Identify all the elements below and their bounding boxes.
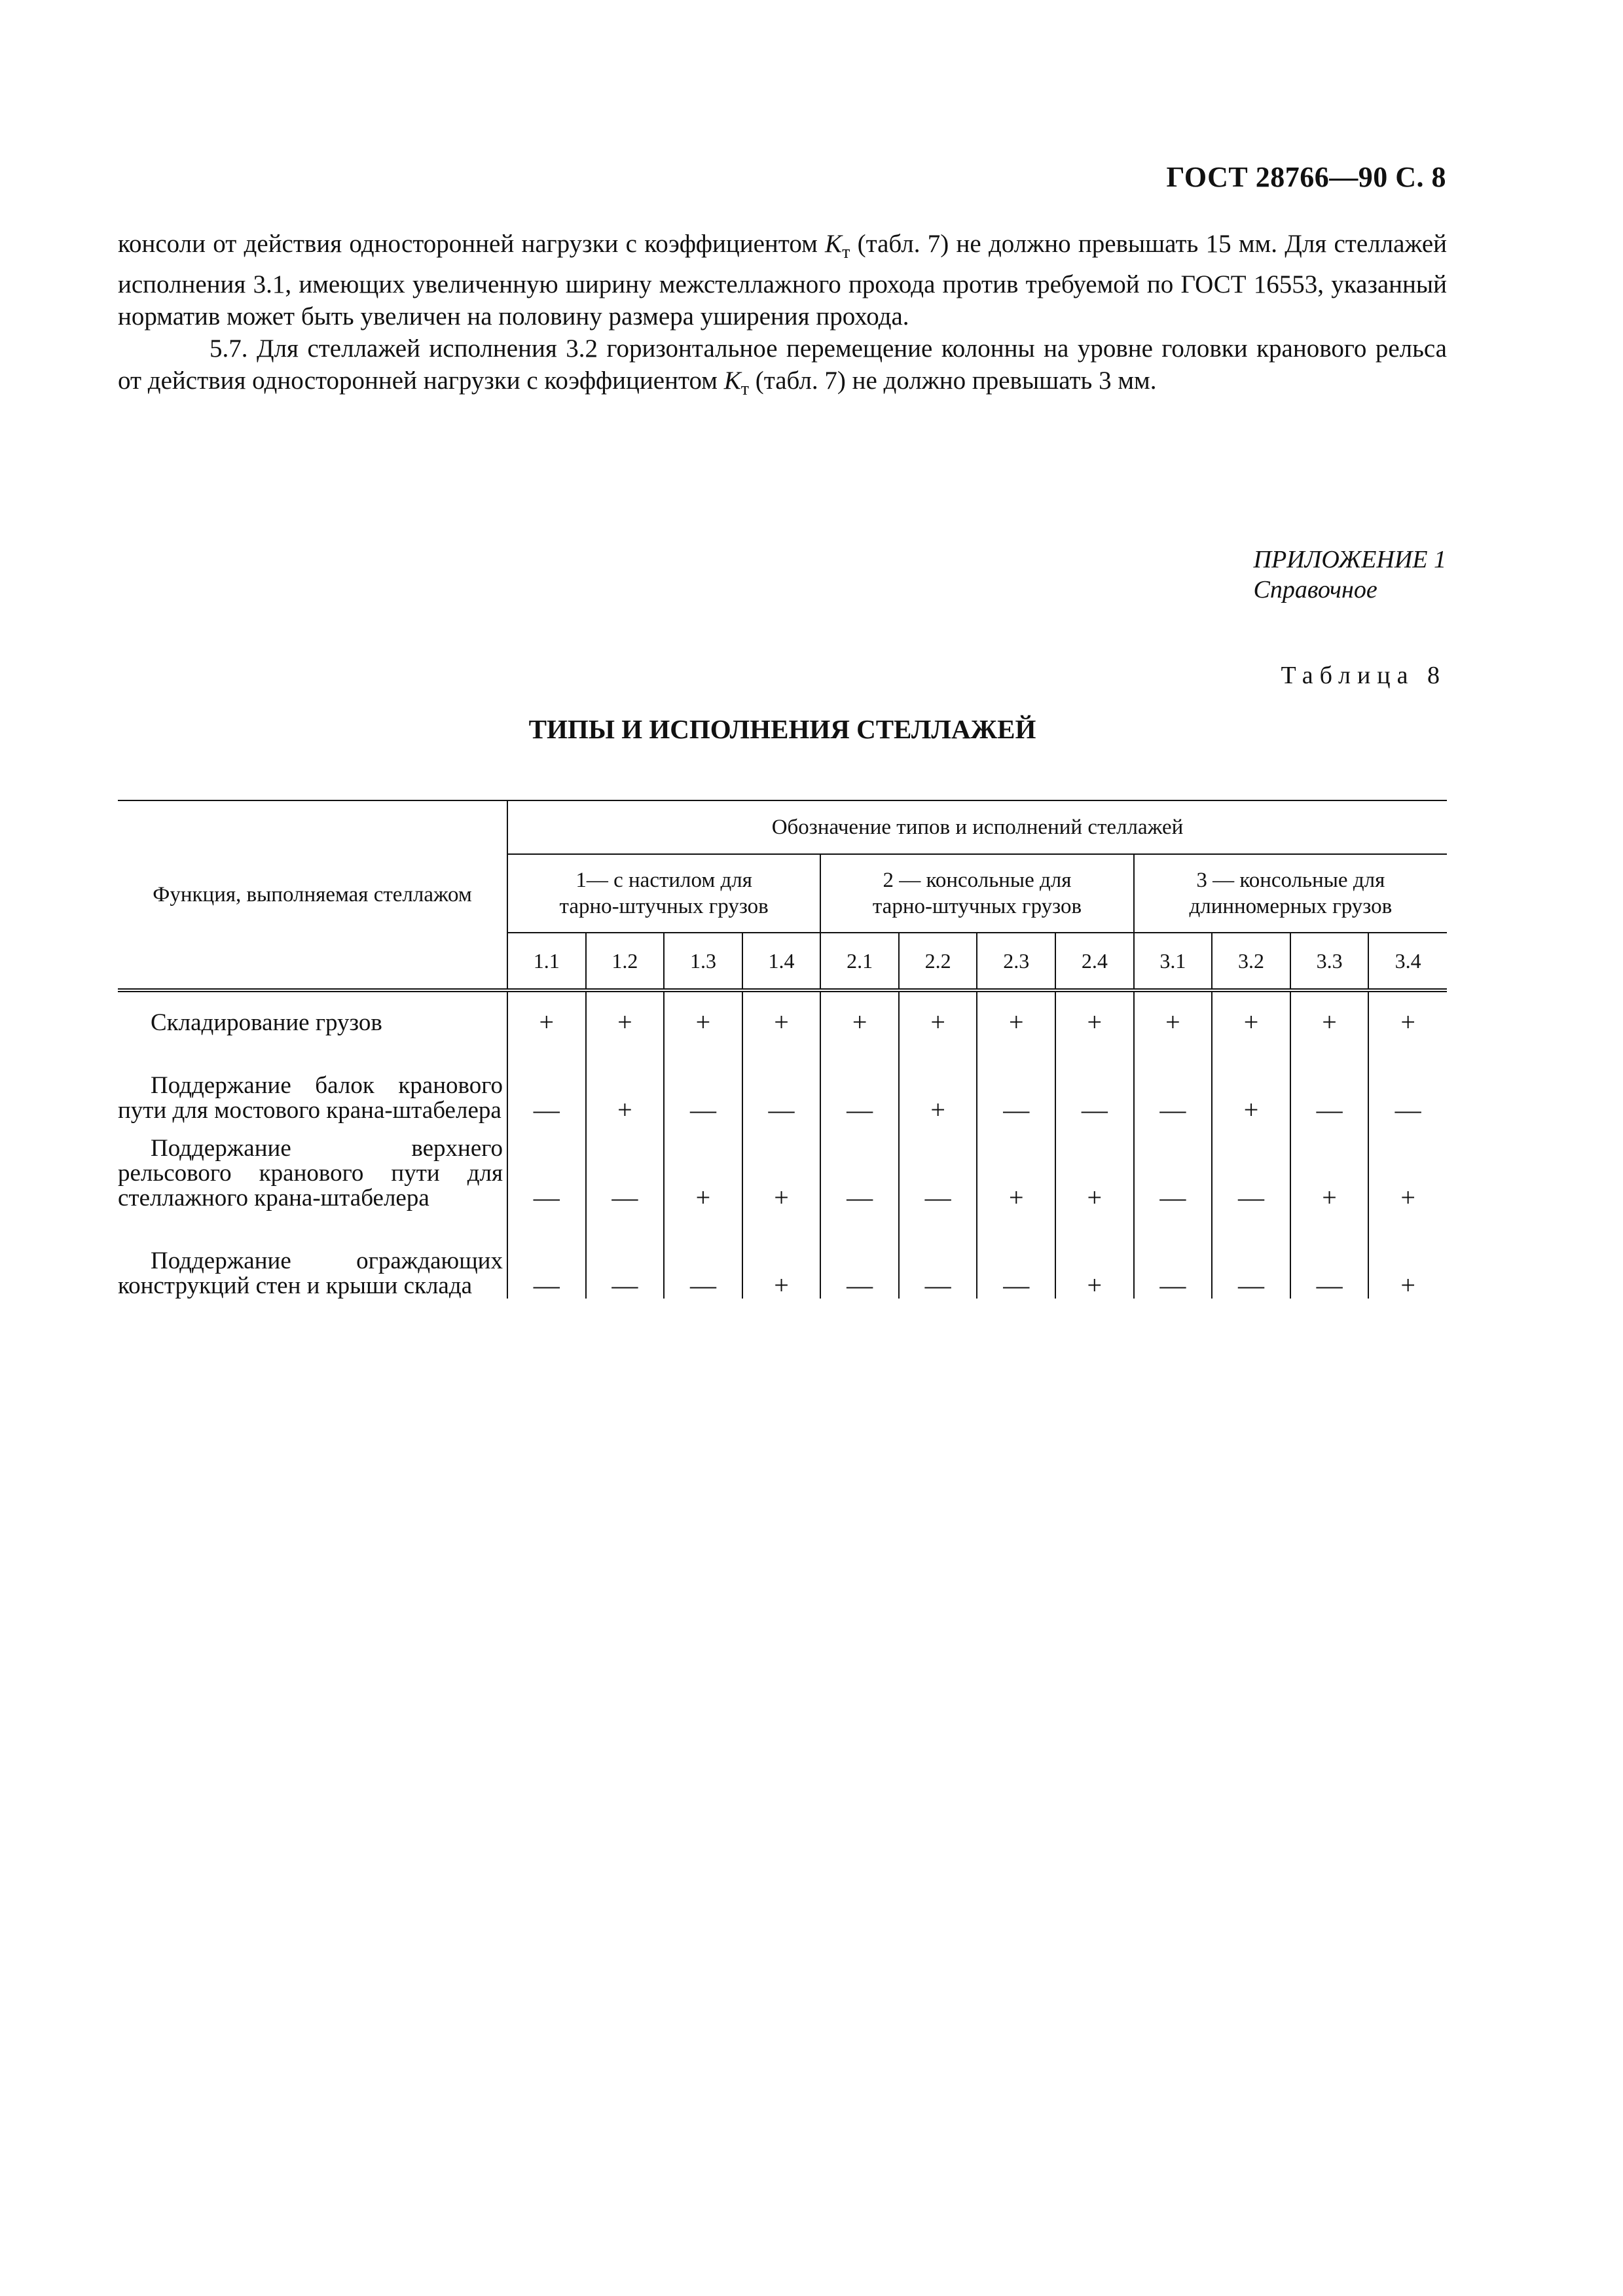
mark-cell: + [586, 990, 665, 1035]
designation-header: Обозначение типов и исполнений стеллажей [507, 800, 1447, 854]
type-code: 2.3 [977, 933, 1055, 990]
paragraph-5-7: 5.7. Для стеллажей исполнения 3.2 горизонтальное перемещение колонны на уровне головки кранового рельса от действия односторонней нагрузки с коэффициентом $K_т$ (табл. 7) не должно превышать 3 мм. [118, 334, 1447, 399]
mark-cell: — [1290, 1211, 1369, 1299]
mark-cell: — [977, 1211, 1055, 1299]
mark-cell: — [1212, 1211, 1290, 1299]
group-header-3: 3 — консольные для длинномерных грузов [1134, 854, 1447, 933]
type-code: 2.1 [820, 933, 899, 990]
mark-cell: — [820, 1211, 899, 1299]
mark-cell: + [742, 1123, 821, 1211]
mark-cell: — [742, 1035, 821, 1123]
paragraph-continuation: консоли от действия односторонней нагрузки с коэффициентом $K_т$ (табл. 7) не должно превышать 15 мм. Для стеллажей исполнения 3.1, имеющих увеличенную ширину межстеллажного прохода против требуемой по ГОСТ 16553, указанный норматив может быть увеличен на половину размера уширения прохода. [118, 230, 1447, 331]
mark-cell: + [1212, 990, 1290, 1035]
mark-cell: + [899, 1035, 977, 1123]
mark-cell: + [899, 990, 977, 1035]
mark-cell: + [664, 1123, 742, 1211]
body-text [118, 228, 1447, 405]
mark-cell: + [977, 1123, 1055, 1211]
mark-cell: — [664, 1211, 742, 1299]
mark-cell: + [1400, 1270, 1415, 1300]
mark-cell: — [507, 1123, 586, 1211]
type-code: 1.2 [586, 933, 665, 990]
mark-cell: + [1055, 990, 1134, 1035]
type-code: 3.2 [1212, 933, 1290, 990]
mark-cell: — [820, 1123, 899, 1211]
mark-cell: — [664, 1035, 742, 1123]
coefficient-k: $K_т$ [825, 230, 850, 262]
mark-cell: + [586, 1035, 665, 1123]
mark-cell: — [1212, 1123, 1290, 1211]
type-code: 2.2 [899, 933, 977, 990]
type-code: 2.4 [1055, 933, 1134, 990]
appendix-label [1254, 545, 1446, 605]
mark-cell: — [1134, 1211, 1213, 1299]
rack-types-table [118, 800, 1447, 1299]
type-code: 1.3 [664, 933, 742, 990]
mark-cell: — [1134, 1123, 1213, 1211]
mark-cell: + [1212, 1035, 1290, 1123]
mark-cell: + [820, 990, 899, 1035]
type-code: 3.3 [1290, 933, 1369, 990]
table-row [118, 1123, 1447, 1211]
function-cell: Поддержание ограждающих конструкций стен и крыши склада [118, 1211, 507, 1299]
mark-cell: + [1055, 1123, 1134, 1211]
mark-cell: + [664, 990, 742, 1035]
mark-cell: + [1290, 990, 1369, 1035]
function-cell: Поддержание балок кранового пути для мостового крана-штабелера [118, 1035, 507, 1123]
mark-cell: + [1290, 1123, 1369, 1211]
mark-cell: + [742, 990, 821, 1035]
mark-cell: + [1400, 1007, 1415, 1037]
mark-cell: — [1134, 1035, 1213, 1123]
mark-cell: — [1395, 1095, 1421, 1124]
table-body [118, 990, 1447, 1299]
table-row [118, 1211, 1447, 1299]
function-cell: Складирование грузов [118, 990, 507, 1035]
appendix-subtitle: Справочное [1253, 576, 1377, 603]
type-code: 1.1 [507, 933, 586, 990]
function-cell: Поддержание верхнего рельсового кранового пути для стеллажного крана-штабелера [118, 1123, 507, 1211]
mark-cell: + [1055, 1211, 1134, 1299]
mark-cell: — [899, 1123, 977, 1211]
mark-cell: — [586, 1211, 665, 1299]
mark-cell: — [507, 1035, 586, 1123]
table-row [118, 990, 1447, 1035]
mark-cell: — [977, 1035, 1055, 1123]
appendix-title: ПРИЛОЖЕНИЕ 1 [1253, 546, 1446, 573]
mark-cell: — [586, 1123, 665, 1211]
table-number: Таблица 8 [1281, 662, 1446, 689]
running-head: ГОСТ 28766—90 С. 8 [1166, 161, 1446, 193]
mark-cell: — [820, 1035, 899, 1123]
table-row [118, 1035, 1447, 1123]
mark-cell: — [1055, 1035, 1134, 1123]
mark-cell: — [1290, 1035, 1369, 1123]
mark-cell: + [507, 990, 586, 1035]
type-code: 1.4 [742, 933, 821, 990]
mark-cell: + [742, 1211, 821, 1299]
table-title: ТИПЫ И ИСПОЛНЕНИЯ СТЕЛЛАЖЕЙ [528, 714, 1036, 744]
mark-cell: + [977, 990, 1055, 1035]
mark-cell: — [899, 1211, 977, 1299]
type-code: 3.4 [1368, 933, 1447, 990]
type-code: 3.1 [1134, 933, 1213, 990]
mark-cell: — [507, 1211, 586, 1299]
mark-cell: + [1134, 990, 1213, 1035]
group-header-1: 1— с настилом для тарно-штучных грузов [507, 854, 820, 933]
function-column-header: Функция, выполняемая стеллажом [118, 800, 507, 990]
coefficient-k: $K_т$ [723, 366, 749, 399]
group-header-2: 2 — консольные для тарно-штучных грузов [820, 854, 1133, 933]
mark-cell: + [1400, 1183, 1415, 1212]
